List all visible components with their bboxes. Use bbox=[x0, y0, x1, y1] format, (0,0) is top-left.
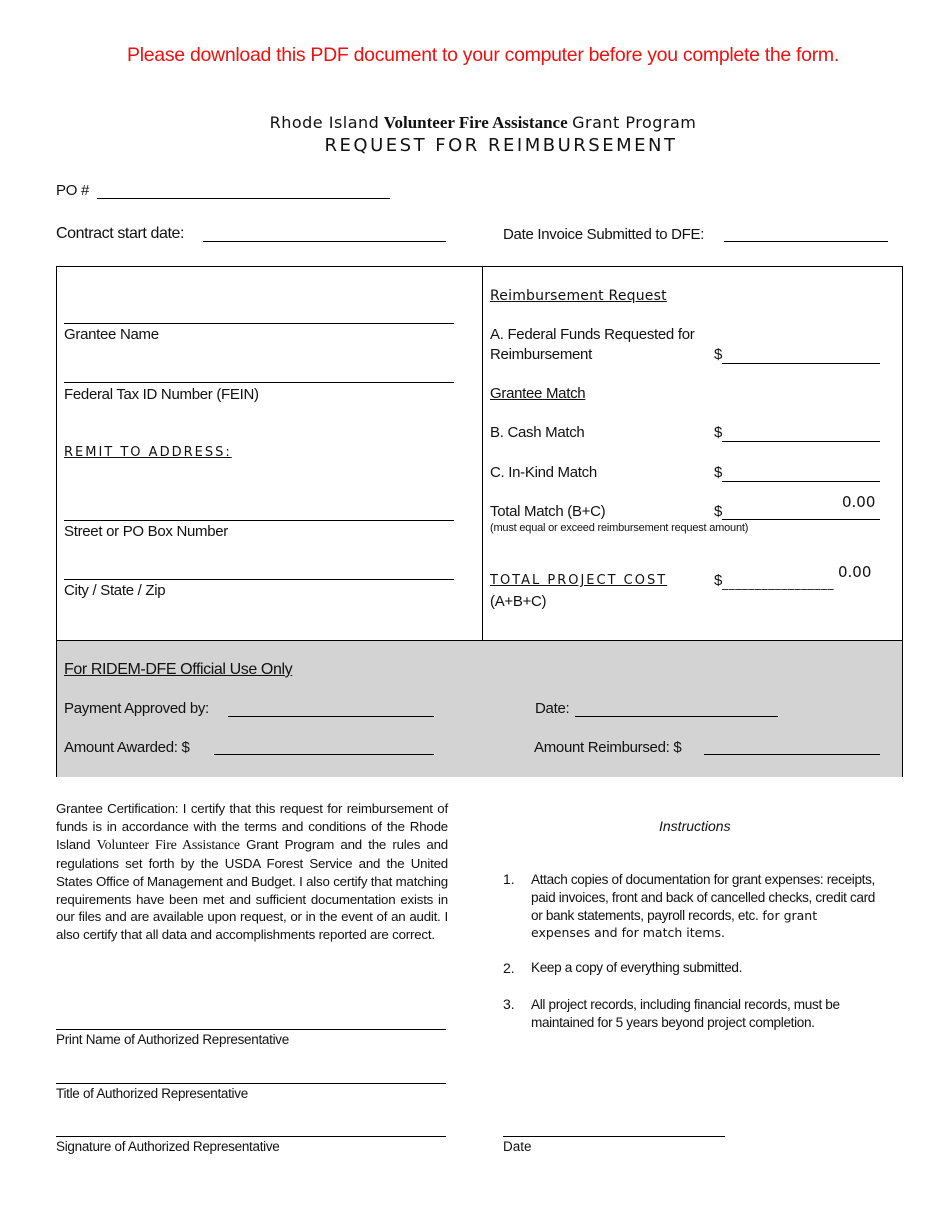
reimbursement-heading: Reimbursement Request bbox=[490, 288, 667, 304]
title-label: Title of Authorized Representative bbox=[56, 1086, 248, 1101]
column-divider bbox=[482, 266, 483, 641]
title-suffix: Grant Program bbox=[572, 113, 697, 132]
signature-date-label: Date bbox=[503, 1139, 532, 1154]
total-project-label: TOTAL PROJECT COST bbox=[490, 573, 668, 588]
inkind-match-label: C. In-Kind Match bbox=[490, 464, 597, 481]
title-input[interactable] bbox=[56, 1083, 446, 1084]
official-date-label: Date: bbox=[535, 700, 570, 717]
instruction-1-text: Attach copies of documentation for grant expenses: receipts, paid invoices, front and back of cancelled checks, credit card or bank statements, payroll records, etc. for grant expenses and for match items. bbox=[531, 872, 876, 941]
grantee-certification: Grantee Certification: I certify that this request for reimbursement of funds is in accordance with the terms and conditions of the Rhode Island Volunteer Fire Assistance Grant Program and the rules and regulations set forth by the USDA Forest Service and the United States Office of Management and Budget. I also certify that matching requirements have been met and sufficient documentation exists in our files and are available upon request, or in the event of an audit. I also certify that all data and accomplishments reported are correct. bbox=[56, 801, 449, 943]
signature-input[interactable] bbox=[56, 1136, 446, 1137]
total-match-note: (must equal or exceed reimbursement request amount) bbox=[490, 522, 749, 534]
download-notice: Please download this PDF document to your computer before you complete the form. bbox=[127, 44, 839, 66]
cash-match-label: B. Cash Match bbox=[490, 424, 585, 441]
grantee-match-heading: Grantee Match bbox=[490, 385, 586, 402]
instruction-3-num: 3. bbox=[503, 996, 515, 1012]
contract-start-label: Contract start date: bbox=[56, 225, 185, 242]
print-name-input[interactable] bbox=[56, 1029, 446, 1030]
program-title bbox=[0, 113, 950, 133]
inkind-match-input[interactable] bbox=[722, 481, 880, 482]
date-invoice-label: Date Invoice Submitted to DFE: bbox=[503, 226, 705, 243]
payment-approved-input[interactable] bbox=[228, 716, 434, 717]
title-prefix: Rhode Island bbox=[269, 113, 380, 132]
date-invoice-input[interactable] bbox=[724, 241, 888, 242]
total-project-dollar: $ bbox=[714, 572, 723, 589]
page-title: REQUEST FOR REIMBURSEMENT bbox=[324, 135, 678, 156]
total-match-dollar: $ bbox=[714, 503, 723, 520]
total-project-field[interactable]: _________________ bbox=[722, 576, 835, 590]
amount-reimbursed-label: Amount Reimbursed: $ bbox=[534, 739, 682, 756]
city-input[interactable] bbox=[64, 579, 454, 580]
federal-funds-input[interactable] bbox=[722, 363, 880, 364]
fein-input[interactable] bbox=[64, 382, 454, 383]
instructions-heading: Instructions bbox=[659, 818, 731, 834]
payment-approved-label: Payment Approved by: bbox=[64, 700, 209, 717]
cash-dollar: $ bbox=[714, 424, 723, 441]
street-label: Street or PO Box Number bbox=[64, 523, 228, 540]
federal-label-2: Reimbursement bbox=[490, 346, 592, 363]
federal-label-1: A. Federal Funds Requested for bbox=[490, 326, 695, 343]
official-date-input[interactable] bbox=[575, 716, 778, 717]
official-use-heading: For RIDEM-DFE Official Use Only bbox=[64, 661, 293, 678]
instruction-3-text: All project records, including financial records, must be maintained for 5 years beyond project completion. bbox=[531, 997, 840, 1030]
signature-date-input[interactable] bbox=[503, 1136, 725, 1137]
title-bold: Volunteer Fire Assistance bbox=[383, 113, 568, 132]
amount-awarded-input[interactable] bbox=[214, 754, 434, 755]
signature-label: Signature of Authorized Representative bbox=[56, 1139, 280, 1154]
print-name-label: Print Name of Authorized Representative bbox=[56, 1032, 289, 1047]
inkind-dollar: $ bbox=[714, 464, 723, 481]
street-input[interactable] bbox=[64, 520, 454, 521]
instruction-1-num: 1. bbox=[503, 871, 515, 887]
total-project-value: 0.00 bbox=[838, 563, 872, 581]
po-input[interactable] bbox=[97, 198, 390, 199]
federal-dollar: $ bbox=[714, 346, 723, 363]
cash-match-input[interactable] bbox=[722, 441, 880, 442]
total-match-value: 0.00 bbox=[842, 493, 876, 511]
po-label: PO # bbox=[56, 182, 89, 199]
amount-awarded-label: Amount Awarded: $ bbox=[64, 739, 190, 756]
instruction-2-num: 2. bbox=[503, 960, 515, 976]
instruction-2-text: Keep a copy of everything submitted. bbox=[531, 960, 743, 975]
total-match-label: Total Match (B+C) bbox=[490, 503, 606, 520]
total-match-field[interactable] bbox=[722, 519, 880, 520]
contract-start-input[interactable] bbox=[203, 241, 446, 242]
city-label: City / State / Zip bbox=[64, 582, 166, 599]
amount-reimbursed-input[interactable] bbox=[704, 754, 880, 755]
fein-label: Federal Tax ID Number (FEIN) bbox=[64, 386, 259, 403]
grantee-name-label: Grantee Name bbox=[64, 326, 159, 343]
remit-heading: REMIT TO ADDRESS: bbox=[64, 445, 232, 460]
grantee-name-input[interactable] bbox=[64, 323, 454, 324]
total-project-formula: (A+B+C) bbox=[490, 593, 547, 610]
